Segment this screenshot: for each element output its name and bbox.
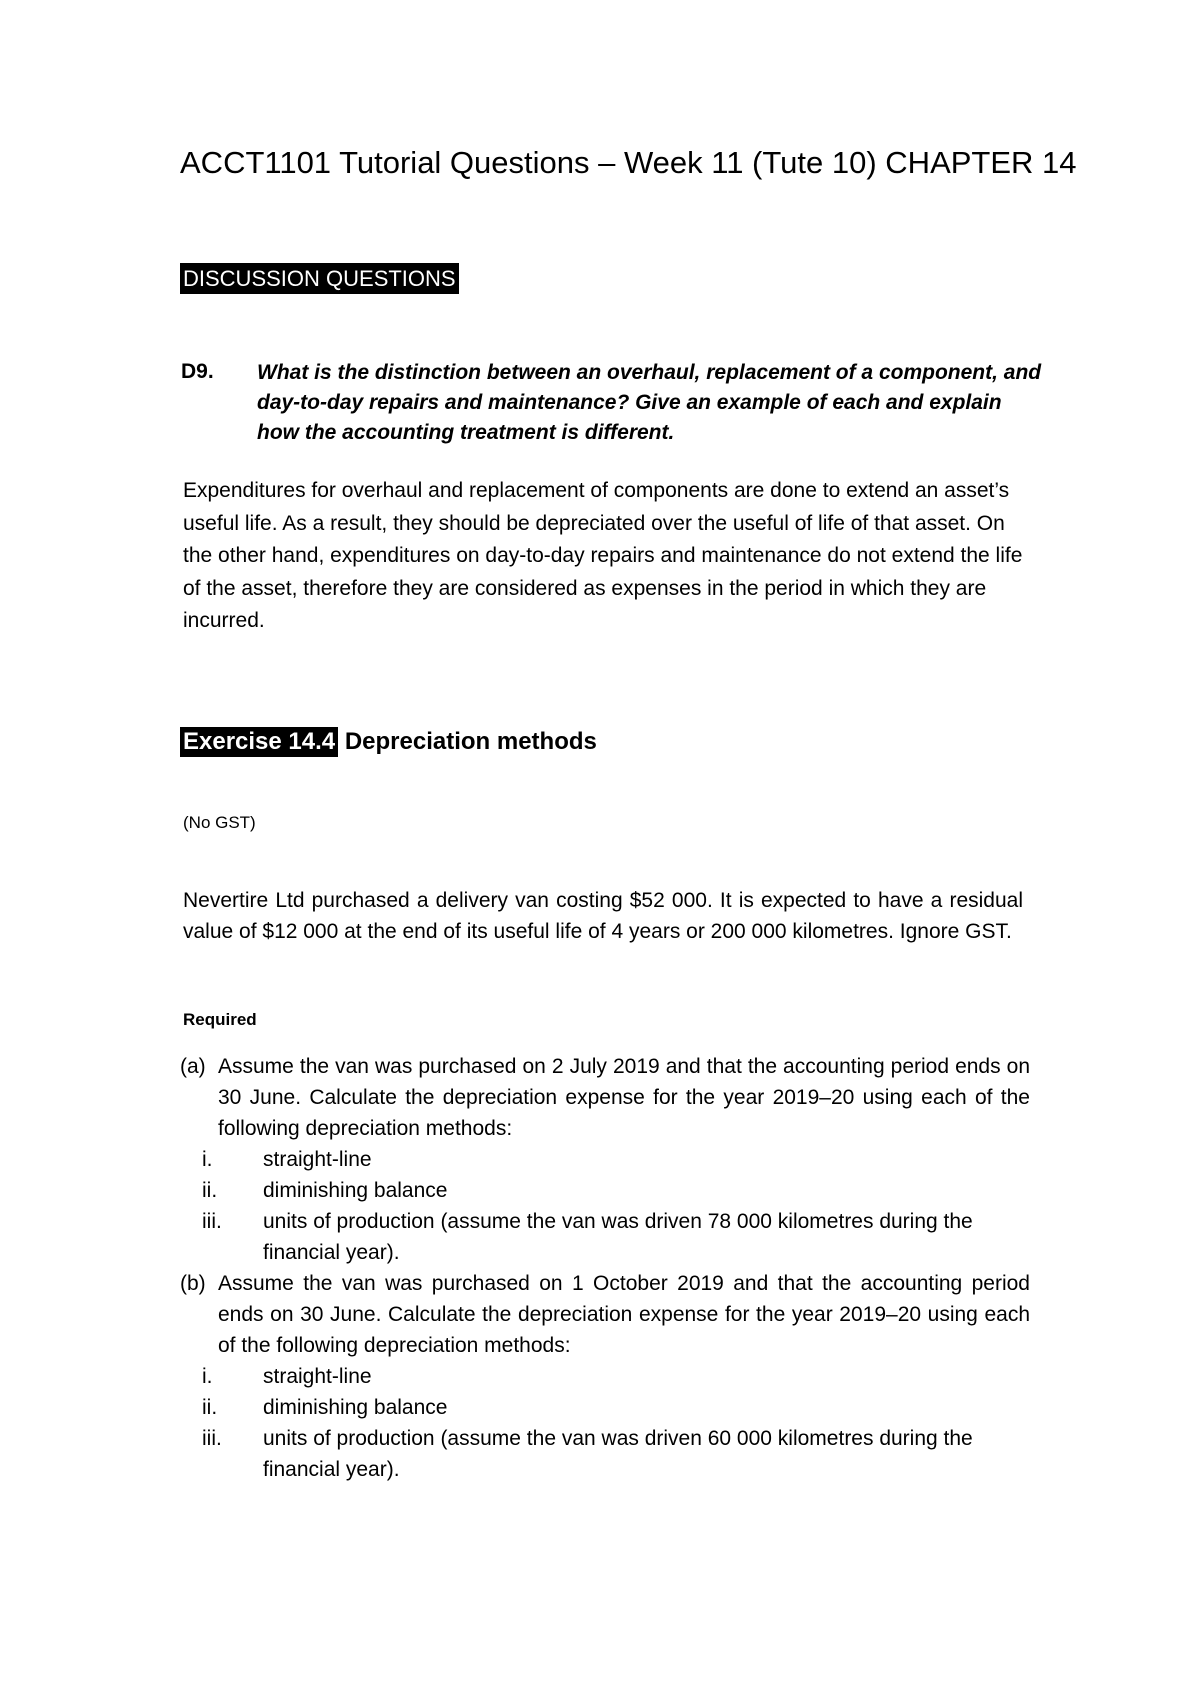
list-item bbox=[180, 1423, 1030, 1485]
question-number: D9. bbox=[181, 360, 214, 383]
list-item bbox=[180, 1361, 1030, 1392]
list-item-text: diminishing balance bbox=[263, 1179, 448, 1202]
list-item-number: ii. bbox=[202, 1396, 218, 1419]
list-item-text: straight-line bbox=[263, 1365, 372, 1388]
exercise-heading bbox=[180, 728, 597, 756]
list-item-text: units of production (assume the van was driven 60 000 kilometres during the financial year). bbox=[263, 1427, 973, 1481]
list-item-number: iii. bbox=[202, 1427, 222, 1450]
list-item bbox=[180, 1175, 1030, 1206]
list-item bbox=[180, 1144, 1030, 1175]
exercise-number: Exercise 14.4 bbox=[180, 727, 338, 757]
list-item-number: i. bbox=[202, 1148, 213, 1171]
list-item bbox=[180, 1392, 1030, 1423]
list-item-text: diminishing balance bbox=[263, 1396, 448, 1419]
list-item-number: iii. bbox=[202, 1210, 222, 1233]
list-item-text: straight-line bbox=[263, 1148, 372, 1171]
list-item bbox=[180, 1206, 1030, 1268]
part-text: Assume the van was purchased on 2 July 2019 and that the accounting period ends on 30 June. Calculate the depreciation expense for the year 2019–20 using each of the following depreciation methods: bbox=[218, 1055, 1030, 1140]
part-text: Assume the van was purchased on 1 October 2019 and that the accounting period ends on 30 June. Calculate the depreciation expense for the year 2019–20 using each of the following depreciation methods: bbox=[218, 1272, 1030, 1357]
document-title: ACCT1101 Tutorial Questions – Week 11 (Tute 10) CHAPTER 14 bbox=[180, 145, 1077, 180]
required-label: Required bbox=[183, 1010, 257, 1029]
part-letter: (b) bbox=[180, 1272, 206, 1295]
gst-note: (No GST) bbox=[183, 813, 256, 832]
answer-paragraph: Expenditures for overhaul and replacement of components are done to extend an asset’s useful life. As a result, they should be depreciated over the useful of life of that asset. On the other hand, expenditures on day-to-day repairs and maintenance do not extend the life of the asset, therefore they are considered as expenses in the period in which they are incurred. bbox=[183, 479, 1023, 632]
problem-statement: Nevertire Ltd purchased a delivery van costing $52 000. It is expected to have a residual value of $12 000 at the end of its useful life of 4 years or 200 000 kilometres. Ignore GST. bbox=[183, 889, 1023, 943]
list-item-text: units of production (assume the van was driven 78 000 kilometres during the financial year). bbox=[263, 1210, 973, 1264]
question-text: What is the distinction between an overhaul, replacement of a component, and day-to-day repairs and maintenance? Give an example of each and explain how the accounting treatment is different. bbox=[257, 361, 1042, 444]
requirements-list bbox=[180, 1051, 1030, 1485]
requirement-part-b bbox=[180, 1268, 1030, 1361]
section-label-discussion: DISCUSSION QUESTIONS bbox=[180, 263, 459, 294]
list-item-number: i. bbox=[202, 1365, 213, 1388]
requirement-part-a bbox=[180, 1051, 1030, 1144]
exercise-title: Depreciation methods bbox=[344, 728, 597, 755]
list-item-number: ii. bbox=[202, 1179, 218, 1202]
part-letter: (a) bbox=[180, 1055, 206, 1078]
